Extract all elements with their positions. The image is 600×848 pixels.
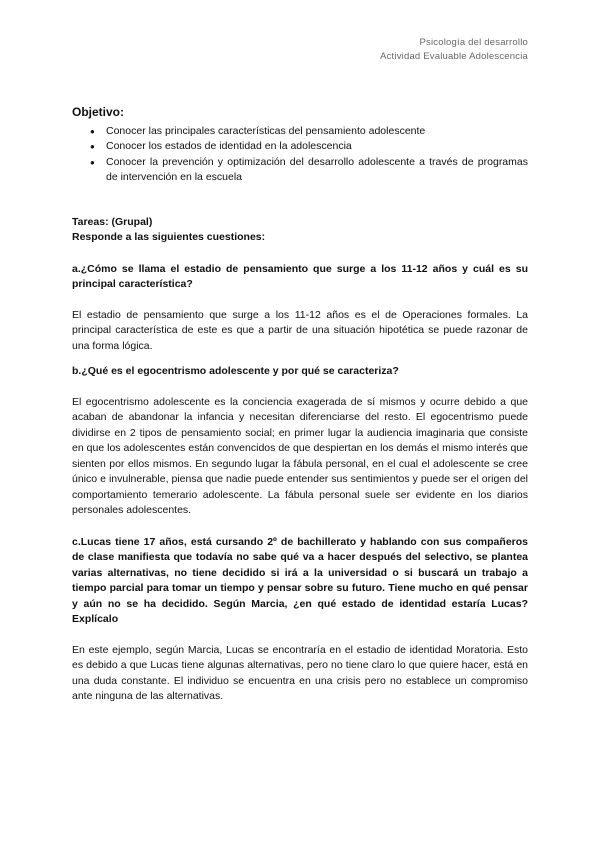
tasks-heading: Tareas: (Grupal) [72,215,153,228]
objective-item: ● Conocer la prevención y optimización del desarrollo adolescente a través de programas de intervención en la escuela [106,155,528,186]
header-course: Psicología del desarrollo [419,37,528,48]
question-a: a.¿Cómo se llama el estadio de pensamiento que surge a los 11-12 años y cuál es su principal característica? [72,262,528,290]
answer-b: El egocentrismo adolescente es la conciencia exagerada de sí mismos y ocurre debido a que acaban de abandonar la infancia y necesitan diferenciarse del resto. El egocentrismo puede dividirse en 2 tipos de pensamiento social; en primer lugar la audiencia imaginaria que consiste en que los adolescentes están convencidos de que despiertan en los demás el mismo interés que sienten por ellos mismos. En segundo lugar la fábula personal, en el cual el adolescente se cree único e invulnerable, piensa que nadie puede entender sus sentimientos y puede ser el origen del comportamiento temerario adolescente. La fábula personal suele ser evidente en los diarios personales adolescentes. [72,395,528,516]
question-c: c.Lucas tiene 17 años, está cursando 2º de bachillerato y hablando con sus compañeros de clase manifiesta que todavía no sabe qué va a hacer después del selectivo, se plantea varias alternativas, no tiene decidido si irá a la universidad o si buscará un trabajo a tiempo parcial para tomar un tiempo y pensar sobre su futuro. Tiene mucho en qué pensar y aún no se ha decidido. Según Marcia, ¿en qué estado de identidad estaría Lucas? Explícalo [72,535,528,625]
objective-item: ● Conocer las principales características del pensamiento adolescente [106,124,528,140]
objective-heading: Objetivo: [72,105,125,119]
objective-list [72,124,528,186]
answer-a: El estadio de pensamiento que surge a los 11-12 años es el de Operaciones formales. La principal característica de este es que a partir de una situación hipotética se puede razonar de una forma lógica. [72,308,528,352]
objective-item: ● Conocer los estados de identidad en la adolescencia [106,139,528,155]
answer-c: En este ejemplo, según Marcia, Lucas se encontraría en el estadio de identidad Moratoria. Esto es debido a que Lucas tiene algunas alternativas, pero no tiene claro lo que quiere hacer, está en una duda constante. El individuo se encuentra en una crisis pero no establece un compromiso ante ninguna de las alternativas. [72,643,528,702]
question-b: b.¿Qué es el egocentrismo adolescente y por qué se caracteriza? [72,365,399,377]
tasks-instruction: Responde a las siguientes cuestiones: [72,231,266,243]
document-body [72,105,528,705]
page-header [380,36,528,64]
header-activity: Actividad Evaluable Adolescencia [380,51,528,62]
tasks-section [72,215,528,246]
